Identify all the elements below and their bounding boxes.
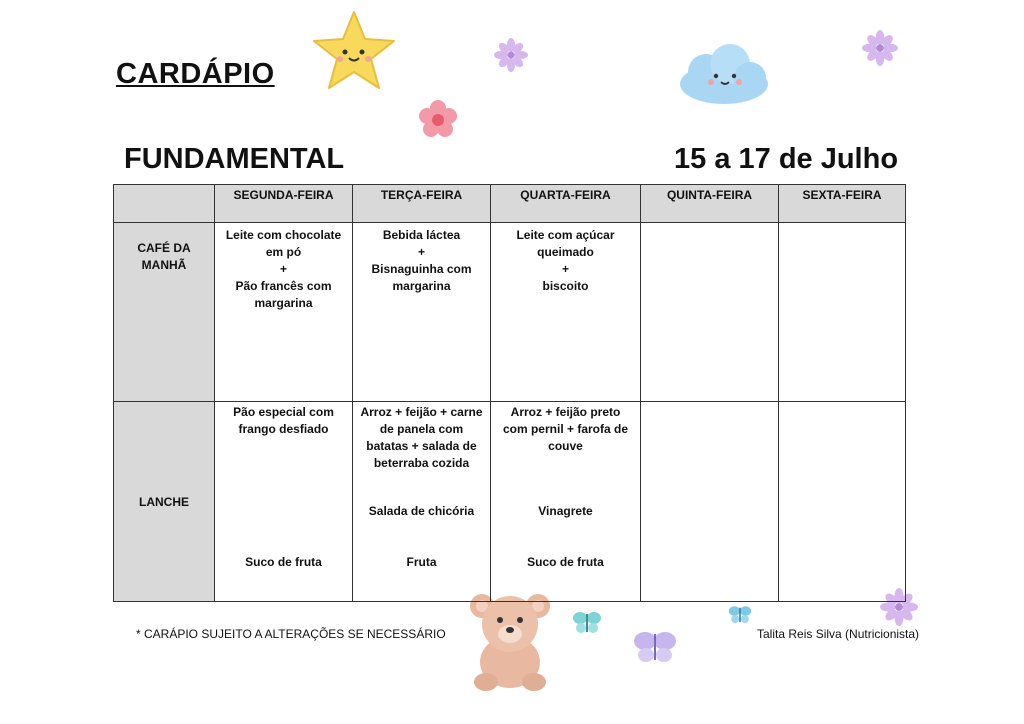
nutritionist-signature: Talita Reis Silva (Nutricionista) — [757, 627, 920, 641]
menu-line: Pão francês com — [235, 279, 332, 293]
menu-line: margarina — [254, 296, 313, 310]
table-header-row — [114, 185, 906, 223]
menu-line: biscoito — [542, 279, 589, 293]
column-header-terca: TERÇA-FEIRA — [353, 185, 491, 223]
lanche-main — [495, 404, 636, 455]
lanche-drink: Suco de fruta — [245, 555, 322, 569]
page-subtitle: FUNDAMENTAL — [124, 143, 345, 175]
menu-line: + — [279, 262, 287, 276]
cafe-quarta-cell — [491, 223, 641, 402]
lanche-sexta-cell — [779, 402, 906, 602]
menu-line: + — [561, 262, 569, 276]
page-title: CARDÁPIO — [116, 58, 275, 90]
lanche-drink: Fruta — [406, 555, 437, 569]
row-header-cafe-line1: CAFÉ DA — [137, 241, 191, 255]
menu-line: Leite com chocolate — [225, 228, 342, 242]
menu-line: batatas + salada de — [366, 439, 477, 453]
menu-line: em pó — [265, 245, 302, 259]
flower-icon — [862, 30, 898, 66]
flower-icon — [494, 38, 528, 72]
row-header-lanche: LANCHE — [114, 402, 215, 602]
menu-line: Arroz + feijão + carne — [360, 405, 483, 419]
lanche-quinta-cell — [641, 402, 779, 602]
lanche-segunda-cell — [215, 402, 353, 602]
row-header-cafe-line2: MANHÃ — [141, 258, 187, 272]
table-row-lanche — [114, 402, 906, 602]
lanche-terca-cell — [353, 402, 491, 602]
menu-line: queimado — [537, 245, 594, 259]
star-icon — [310, 8, 398, 96]
teddy-bear-icon — [462, 590, 558, 692]
menu-line: couve — [548, 439, 583, 453]
butterfly-icon — [572, 610, 602, 636]
menu-line: + — [417, 245, 425, 259]
menu-line: Arroz + feijão preto — [510, 405, 621, 419]
flower-icon — [416, 98, 460, 142]
table-corner-cell — [114, 185, 215, 223]
butterfly-icon — [632, 628, 678, 666]
row-header-cafe — [114, 223, 215, 402]
footer-note: * CARÁPIO SUJEITO A ALTERAÇÕES SE NECESSÁRIO — [136, 627, 446, 641]
menu-line: margarina — [392, 279, 451, 293]
butterfly-icon — [728, 604, 752, 626]
lanche-drink: Suco de fruta — [527, 555, 604, 569]
column-header-quarta: QUARTA-FEIRA — [491, 185, 641, 223]
menu-line: frango desfiado — [238, 422, 329, 436]
cloud-icon — [676, 40, 772, 108]
lanche-extra: Vinagrete — [538, 504, 593, 518]
lanche-quarta-cell — [491, 402, 641, 602]
date-range: 15 a 17 de Julho — [674, 143, 899, 175]
table-row-cafe — [114, 223, 906, 402]
lanche-main — [219, 404, 348, 438]
cafe-quinta-cell — [641, 223, 779, 402]
column-header-quinta: QUINTA-FEIRA — [641, 185, 779, 223]
menu-line: beterraba cozida — [373, 456, 470, 470]
lanche-main — [357, 404, 486, 472]
menu-line: Bebida láctea — [382, 228, 461, 242]
menu-line: Leite com açúcar — [516, 228, 615, 242]
menu-table — [113, 184, 906, 602]
menu-line: Bisnaguinha com — [371, 262, 472, 276]
menu-line: Pão especial com — [233, 405, 334, 419]
cafe-segunda-cell — [215, 223, 353, 402]
column-header-sexta: SEXTA-FEIRA — [779, 185, 906, 223]
cafe-terca-cell — [353, 223, 491, 402]
column-header-segunda: SEGUNDA-FEIRA — [215, 185, 353, 223]
lanche-extra: Salada de chicória — [368, 504, 475, 518]
menu-line: com pernil + farofa de — [502, 422, 629, 436]
cafe-sexta-cell — [779, 223, 906, 402]
menu-line: de panela com — [379, 422, 464, 436]
